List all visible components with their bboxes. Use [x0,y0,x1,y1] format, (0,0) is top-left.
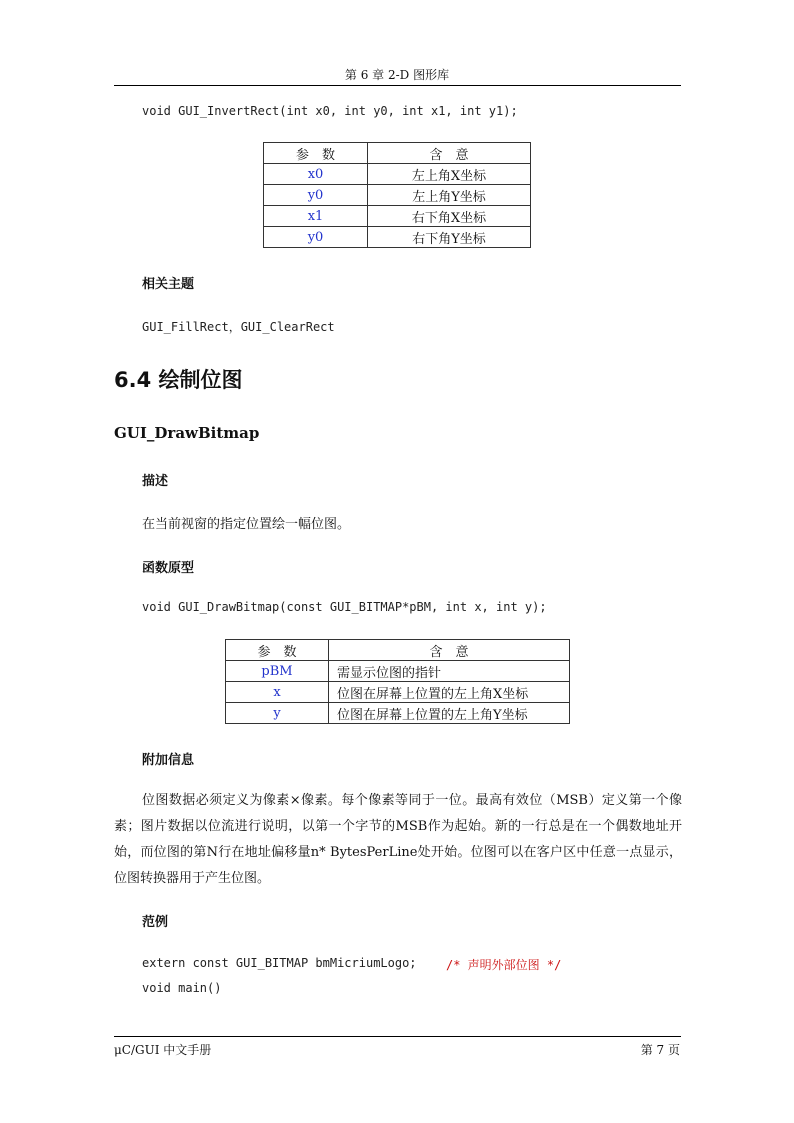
drawbitmap-signature: void GUI_DrawBitmap(const GUI_BITMAP*pBM, int x, int y); [142,600,547,614]
description-text: 在当前视窗的指定位置绘一幅位图。 [142,517,351,532]
col-param-header: 参 数 [226,640,329,661]
param-cell: y [226,703,329,724]
footer-left: μC/GUI 中文手册 [114,1043,212,1057]
example-code: extern const GUI_BITMAP bmMicriumLogo; [142,956,417,970]
param-cell: x0 [264,164,368,185]
section-title: 6.4 绘制位图 [114,368,243,392]
table-row [264,164,531,185]
desc-cell: 左上角Y坐标 [368,185,531,206]
drawbitmap-param-table [225,639,570,724]
desc-cell: 需显示位图的指针 [329,661,570,682]
desc-cell: 左上角X坐标 [368,164,531,185]
description-heading: 描述 [142,474,169,489]
footer-page-number: 第 7 页 [640,1043,680,1057]
param-cell: y0 [264,185,368,206]
example-heading: 范例 [142,915,169,930]
col-desc-header: 含 意 [329,640,570,661]
footer-rule [114,1036,681,1037]
table-row [226,703,570,724]
related-text: GUI_FillRect，GUI_ClearRect [142,320,335,334]
table-header-row [226,640,570,661]
prototype-heading: 函数原型 [142,561,195,576]
table-row [264,185,531,206]
param-cell: pBM [226,661,329,682]
table-row [226,682,570,703]
invertrect-param-table [263,142,531,248]
param-cell: x1 [264,206,368,227]
desc-cell: 位图在屏幕上位置的左上角Y坐标 [329,703,570,724]
desc-cell: 右下角Y坐标 [368,227,531,248]
header-rule [114,85,681,86]
function-name: GUI_DrawBitmap [114,424,260,442]
info-paragraph: 位图数据必须定义为像素×像素。每个像素等同于一位。最高有效位（MSB）定义第一个像素；图片数据以位流进行说明，以第一个字节的MSB作为起始。新的一行总是在一个偶数地址开始，而位图的第N行在地址偏移量n* BytesPerLine处开始。位图可以在客户区中任意一点显示，位图转换器用于产生位图。 [114,793,682,886]
related-heading: 相关主题 [142,277,195,292]
param-cell: y0 [264,227,368,248]
desc-cell: 右下角X坐标 [368,206,531,227]
example-line-1 [142,956,417,970]
invertrect-signature: void GUI_InvertRect(int x0, int y0, int x1, int y1); [142,104,518,118]
table-row [226,661,570,682]
page-header: 第 6 章 2-D 图形库 [344,68,450,82]
table-header-row [264,143,531,164]
col-param-header: 参 数 [264,143,368,164]
info-heading: 附加信息 [142,753,195,768]
desc-cell: 位图在屏幕上位置的左上角X坐标 [329,682,570,703]
param-cell: x [226,682,329,703]
table-row [264,206,531,227]
table-row [264,227,531,248]
example-line-2: void main() [142,981,222,995]
col-desc-header: 含 意 [368,143,531,164]
example-comment: /* 声明外部位图 */ [446,958,562,972]
